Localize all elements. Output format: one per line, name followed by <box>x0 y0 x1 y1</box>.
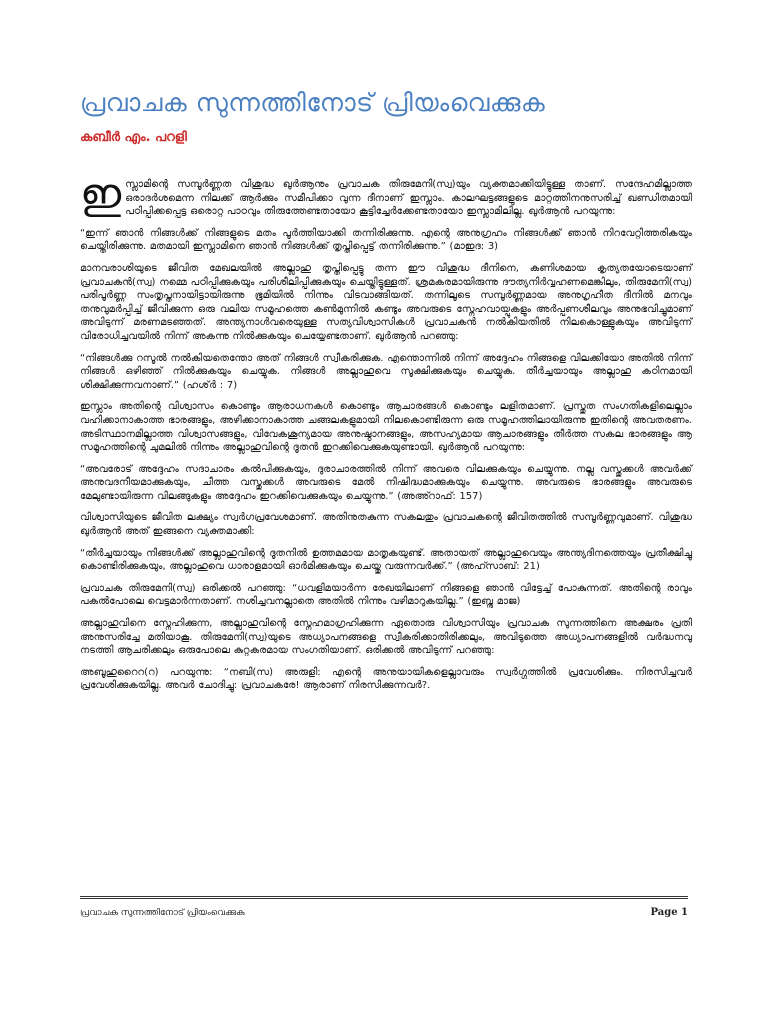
paragraph-intro <box>80 169 692 219</box>
paragraph-text: സ്ലാമിന്റെ സമ്പൂർണ്ണത വിശുദ്ധ ഖുർആനും പ്രവാചക തിരുമേനി(സ്വ)യും വ്യക്തമാക്കിയിട്ടുള്ള താണ്. സന്ദേഹമില്ലാത്ത ഒരാദർശമെന്ന നിലക്ക് ആർക്കും സമീപിക്കാ വുന്ന ദീനാണ് ഇസ്ലാം. കാലഘട്ടങ്ങളുടെ മാറ്റത്തിനനുസരിച്ച് ഖണ്ഡിതമായി പഠിപ്പിക്കപ്പെട്ട ഒരൊറ്റ പാഠവും തിരുത്തേണ്ടതായോ കൂട്ടിച്ചേർക്കേണ്ടതായോ ഇസ്ലാമിലില്ല. ഖുർആൻ പറയുന്നു: <box>125 179 692 218</box>
paragraph: അല്ലാഹുവിനെ സ്നേഹിക്കുന്ന, അല്ലാഹുവിന്റെ സ്നേഹമാഗ്രഹിക്കുന്ന ഏതൊരു വിശ്വാസിയും പ്രവാചക സുന്നത്തിനെ അക്ഷരം പ്രതി അനുസരിച്ചേ മതിയാകൂ. തിരുമേനി(സ്വ)യുടെ അധ്യാപനങ്ങളെ സ്വീകരിക്കാതിരിക്കലും, അവിടുത്തെ അധ്യാപനങ്ങളിൽ വർദ്ധനവു നടത്തി ആചരിക്കലും ഒരുപോലെ കുറ്റകരമായ സംഗതിയാണ്. ഒരിക്കൽ അവിടുന്ന് പറഞ്ഞു: <box>80 618 692 657</box>
drop-cap: ഇ <box>80 169 122 218</box>
document-title: പ്രവാചക സുന്നത്തിനോട് പ്രിയംവെക്കുക <box>80 88 546 117</box>
quran-quote: “തീർച്ചയായും നിങ്ങൾക്ക് അല്ലാഹുവിന്റെ ദൂതനിൽ ഉത്തമമായ മാതൃകയുണ്ട്. അതായത് അല്ലാഹുവെയും അന്ത്യദിനത്തെയും പ്രതീക്ഷിച്ചു കൊണ്ടിരിക്കുകയും, അല്ലാഹുവെ ധാരാളമായി ഓർമിക്കുകയും ചെയ്തു വരുന്നവർക്ക്.” (അഹ്സാബ്: 21) <box>80 547 692 573</box>
quran-quote: “അവരോട് അദ്ദേഹം സദാചാരം കൽപിക്കുകയും, ദുരാചാരത്തിൽ നിന്ന് അവരെ വിലക്കുകയും ചെയ്യുന്നു. നല്ല വസ്തുക്കൾ അവർക്ക് അനുവദനീയമാക്കുകയും, ചീത്ത വസ്തുക്കൾ അവരുടെ മേൽ നിഷിദ്ധമാക്കുകയും ചെയ്യുന്നു. അവരുടെ ഭാരങ്ങളും അവരുടെ മേലുണ്ടായിരുന്ന വിലങ്ങുകളും അദ്ദേഹം ഇറക്കിവെക്കുകയും ചെയ്യുന്നു.” (അഅ്റാഫ്: 157) <box>80 463 692 502</box>
quran-quote: “ഇന്ന് ഞാൻ നിങ്ങൾക്ക് നിങ്ങളുടെ മതം പൂർത്തിയാക്കി തന്നിരിക്കുന്നു. എന്റെ അനുഗ്രഹം നിങ്ങൾക്ക് ഞാൻ നിറവേറ്റിത്തരികയും ചെയ്തിരിക്കുന്നു. മതമായി ഇസ്ലാമിനെ ഞാൻ നിങ്ങൾക്ക് തൃപ്തിപ്പെട്ട് തന്നിരിക്കുന്നു.” (മാഇദ: 3) <box>80 227 692 253</box>
footer-divider <box>80 896 688 899</box>
author-name: കബീർ എം. പറളി <box>80 130 187 145</box>
quran-quote: “നിങ്ങൾക്കു റസൂൽ നൽകിയതെന്തോ അത് നിങ്ങൾ സ്വീകരിക്കുക. എന്തൊന്നിൽ നിന്ന് അദ്ദേഹം നിങ്ങളെ വിലക്കിയോ അതിൽ നിന്ന് നിങ്ങൾ ഒഴിഞ്ഞ് നിൽക്കുകയും ചെയ്യുക. നിങ്ങൾ അല്ലാഹുവെ സൂക്ഷിക്കുകയും ചെയ്യുക. തീർച്ചയായും അല്ലാഹു കഠിനമായി ശിക്ഷിക്കുന്നവനാണ്.” (ഹശ്ർ : 7) <box>80 352 692 391</box>
paragraph: വിശ്വാസിയുടെ ജീവിത ലക്ഷ്യം സ്വർഗപ്രവേശമാണ്. അതിനുതകുന്ന സകലതും പ്രവാചകന്റെ ജീവിതത്തിൽ സമ്പൂർണ്ണവുമാണ്. വിശുദ്ധ ഖുർആൻ അത് ഇങ്ങനെ വ്യക്തമാക്കി: <box>80 512 692 538</box>
paragraph: മാനവരാശിയുടെ ജീവിത മേഖലയിൽ അല്ലാഹു തൃപ്തിപ്പെട്ടു തന്ന ഈ വിശുദ്ധ ദീനിനെ, കണിശമായ കൃത്യതയോടെയാണ് പ്രവാചകൻ(സ്വ) നമ്മെ പഠിപ്പിക്കുകയും പരിശീലിപ്പിക്കുകയും ചെയ്തിട്ടുള്ളത്. ശ്രമകരമായിരുന്നു ദൗത്യനിർവ്വഹണമെങ്കിലും, തിരുമേനി(സ്വ) പരിപൂർണ്ണ സംതൃപ്തനായിട്ടായിരുന്നു ഭൂമിയിൽ നിന്നും വിടവാങ്ങിയത്. തന്നിലൂടെ സമ്പൂർണ്ണമായ അനുഗൃഹീത ദീനിൽ മനവും തനുവുമർപ്പിച്ച് ജീവിക്കുന്ന ഒരു വലിയ സമൂഹത്തെ കൺമുന്നിൽ കണ്ടും അവരുടെ സ്നേഹവായ്പുകളും അർപ്പണശീലവും അനുഭവിച്ചുമാണ് അവിടുന്ന് മരണമടഞ്ഞത്. അന്ത്യനാൾവരെയുള്ള സത്യവിശ്വാസികൾ പ്രവാചകൻ നൽകിയതിൽ നിലകൊള്ളുകയും അവിടുന്ന് വിരോധിച്ചവയിൽ നിന്ന് അകന്നു നിൽക്കുകയും ചെയ്യേണ്ടതാണ്. ഖുർആൻ പറഞ്ഞു: <box>80 262 692 342</box>
document-body <box>80 169 692 701</box>
hadith-quote: അബൂഹുറൈറ(റ) പറയുന്നു: “നബി(സ) അരുളി: എന്റെ അനുയായികളെല്ലാവരും സ്വർഗ്ഗത്തിൽ പ്രവേശിക്കും. നിരസിച്ചവർ പ്രവേശിക്കുകയില്ല. അവർ ചോദിച്ചു: പ്രവാചകരേ! ആരാണ് നിരസിക്കുന്നവർ?. <box>80 666 692 692</box>
hadith-quote: പ്രവാചക തിരുമേനി(സ്വ) ഒരിക്കൽ പറഞ്ഞു: “ധവളിമയാർന്ന രേഖയിലാണ് നിങ്ങളെ ഞാൻ വിട്ടേച്ച് പോകുന്നത്. അതിന്റെ രാവും പകൽപോലെ വെട്ടമാർന്നതാണ്. നശിച്ചവനല്ലാതെ അതിൽ നിന്നും വഴിമാറുകയില്ല.” (ഇബ്നു മാജ) <box>80 582 692 608</box>
paragraph: ഇസ്ലാം അതിന്റെ വിശ്വാസം കൊണ്ടും ആരാധനകൾ കൊണ്ടും ആചാരങ്ങൾ കൊണ്ടും ലളിതമാണ്. പ്രസ്തുത സംഗതികളിലെല്ലാം വഹിക്കാനാകാത്ത ഭാരങ്ങളും, അഴിക്കാനാകാത്ത ചങ്ങലകളുമായി നിലകൊണ്ടിരുന്ന ഒരു സമൂഹത്തിലായിരുന്നു ഇതിന്റെ അവതരണം. അടിസ്ഥാനമില്ലാത്ത വിശ്വാസങ്ങളും, വിവേകശൂന്യമായ അനുഷ്ഠാനങ്ങളും, അസഹ്യമായ ആചാരങ്ങളും തീർത്ത സകല ഭാരങ്ങളും ആ സമൂഹത്തിന്റെ ചുമലിൽ നിന്നും അല്ലാഹുവിന്റെ ദൂതൻ ഇറക്കിവെക്കുകയുണ്ടായി. ഖുർആൻ പറയുന്നു: <box>80 401 692 454</box>
footer-title: പ്രവാചക സുന്നത്തിനോട് പ്രിയംവെക്കുക <box>80 908 245 918</box>
page-number: Page 1 <box>650 907 688 918</box>
